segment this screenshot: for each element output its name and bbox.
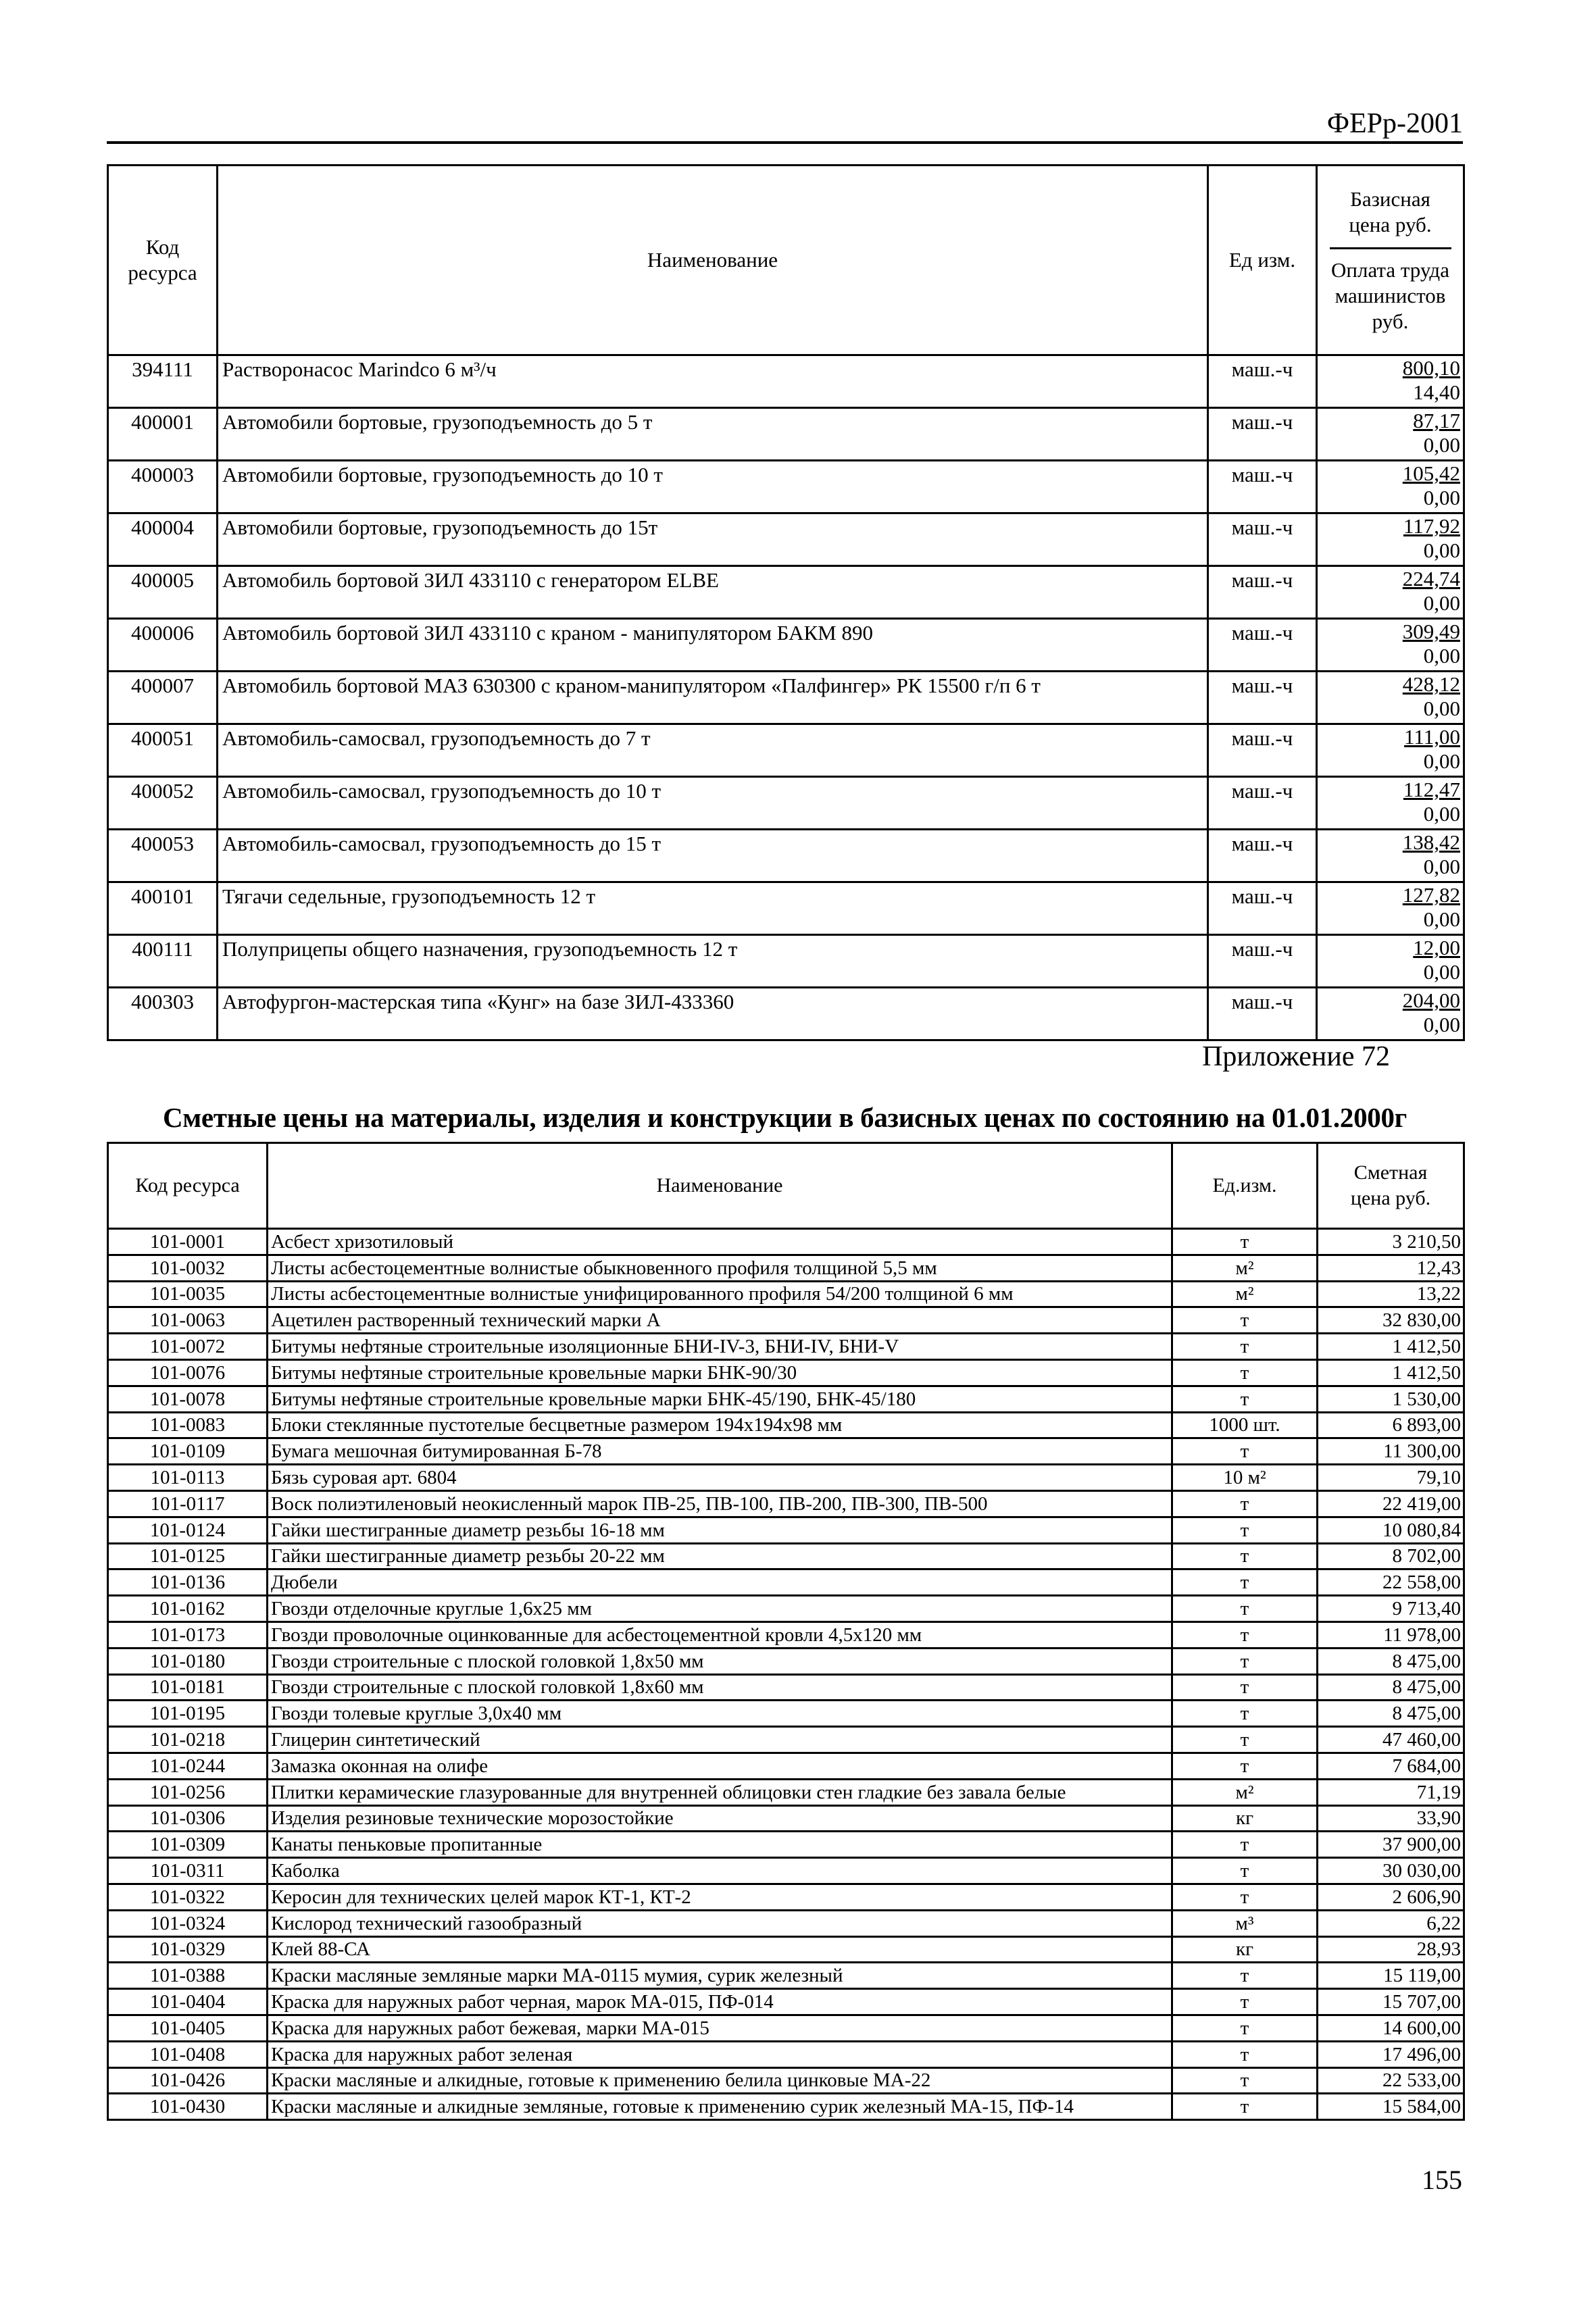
table-row [108,1307,1464,1334]
operator-wage: 0,00 [1423,433,1460,457]
unit: т [1172,2094,1318,2120]
unit: 10 м² [1172,1465,1318,1491]
resource-code: 400004 [108,513,218,566]
base-price: 428,12 [1402,672,1460,696]
unit: т [1172,1884,1318,1910]
table-row [108,988,1464,1040]
column-header-code: Код ресурса [108,166,218,355]
resource-name: Краски масляные и алкидные, готовые к применению белила цинковые МА-22 [268,2067,1172,2094]
resource-code: 101-0426 [108,2067,268,2094]
table-row [108,882,1464,935]
unit: т [1172,1517,1318,1543]
estimated-price: 10 080,84 [1318,1517,1464,1543]
resource-code: 101-0324 [108,1910,268,1936]
unit: т [1172,1569,1318,1596]
machines-table [107,164,1465,1041]
resource-code: 101-0244 [108,1753,268,1779]
resource-name: Автомобиль бортовой МАЗ 630300 с краном-манипулятором «Палфингер» РК 15500 г/п 6 т [218,672,1208,724]
resource-name: Плитки керамические глазурованные для внутренней облицовки стен гладкие без завала белые [268,1779,1172,1805]
resource-name: Тягачи седельные, грузоподъемность 12 т [218,882,1208,935]
price-cell [1317,830,1464,882]
table-row [108,1281,1464,1307]
unit: т [1172,1832,1318,1858]
table-row [108,566,1464,619]
estimated-price: 30 030,00 [1318,1858,1464,1884]
resource-name: Автомобили бортовые, грузоподъемность до 5 т [218,408,1208,461]
resource-code: 400052 [108,777,218,830]
table-row [108,1805,1464,1832]
column-header-name: Наименование [268,1143,1172,1229]
table-row [108,1543,1464,1569]
estimated-price: 14 600,00 [1318,2015,1464,2041]
resource-code: 101-0063 [108,1307,268,1334]
table-header-row [108,1143,1464,1229]
operator-wage: 0,00 [1423,907,1460,931]
estimated-price: 17 496,00 [1318,2041,1464,2067]
table-header-row [108,166,1464,355]
resource-name: Гвозди строительные с плоской головкой 1,8х60 мм [268,1674,1172,1701]
resource-code: 101-0405 [108,2015,268,2041]
resource-code: 101-0001 [108,1229,268,1255]
unit: маш.-ч [1208,882,1317,935]
resource-code: 101-0078 [108,1386,268,1412]
resource-code: 400003 [108,461,218,513]
unit: т [1172,1621,1318,1648]
unit: м² [1172,1281,1318,1307]
table-row [108,1674,1464,1701]
table-row [108,1727,1464,1753]
resource-name: Воск полиэтиленовый неокисленный марок ПВ-25, ПВ-100, ПВ-200, ПВ-300, ПВ-500 [268,1490,1172,1517]
operator-wage: 0,00 [1423,591,1460,615]
price-cell [1317,988,1464,1040]
estimated-price: 22 533,00 [1318,2067,1464,2094]
estimated-price: 2 606,90 [1318,1884,1464,1910]
base-price: 117,92 [1403,514,1460,538]
unit: маш.-ч [1208,672,1317,724]
operator-wage: 0,00 [1423,960,1460,984]
table-row [108,1229,1464,1255]
operator-wage: 0,00 [1423,486,1460,509]
base-price: 105,42 [1402,461,1460,485]
table-row [108,1753,1464,1779]
resource-code: 101-0083 [108,1412,268,1438]
operator-wage: 0,00 [1423,855,1460,878]
resource-name: Автомобили бортовые, грузоподъемность до 15т [218,513,1208,566]
resource-name: Бумага мешочная битумированная Б-78 [268,1438,1172,1465]
estimated-price: 8 475,00 [1318,1701,1464,1727]
resource-name: Полуприцепы общего назначения, грузоподъемность 12 т [218,935,1208,988]
estimated-price: 6 893,00 [1318,1412,1464,1438]
resource-code: 400007 [108,672,218,724]
estimated-price: 22 558,00 [1318,1569,1464,1596]
table-row [108,1884,1464,1910]
base-price: 112,47 [1403,778,1460,801]
resource-name: Автомобиль-самосвал, грузоподъемность до 7 т [218,724,1208,777]
document-code: ФЕРр-2001 [1326,108,1463,139]
resource-name: Каболка [268,1858,1172,1884]
estimated-price: 1 412,50 [1318,1359,1464,1386]
estimated-price: 32 830,00 [1318,1307,1464,1334]
estimated-price: 22 419,00 [1318,1490,1464,1517]
resource-name: Канаты пеньковые пропитанные [268,1832,1172,1858]
resource-name: Керосин для технических целей марок КТ-1, КТ-2 [268,1884,1172,1910]
table-row [108,935,1464,988]
table-row [108,1621,1464,1648]
unit: т [1172,1543,1318,1569]
unit: т [1172,2041,1318,2067]
resource-code: 400101 [108,882,218,935]
operator-wage: 0,00 [1423,749,1460,773]
base-price: 111,00 [1404,725,1460,749]
unit: маш.-ч [1208,566,1317,619]
unit: т [1172,1674,1318,1701]
table-row [108,1359,1464,1386]
unit: т [1172,1858,1318,1884]
base-price: 224,74 [1402,567,1460,590]
resource-name: Автомобили бортовые, грузоподъемность до 10 т [218,461,1208,513]
resource-code: 400005 [108,566,218,619]
resource-name: Краска для наружных работ бежевая, марки МА-015 [268,2015,1172,2041]
base-price: 12,00 [1413,936,1460,959]
estimated-price: 3 210,50 [1318,1229,1464,1255]
unit: т [1172,2015,1318,2041]
column-header-price [1317,166,1464,355]
estimated-price: 8 475,00 [1318,1674,1464,1701]
unit: м² [1172,1255,1318,1281]
operator-wage: 0,00 [1423,697,1460,720]
resource-code: 101-0124 [108,1517,268,1543]
table-row [108,2067,1464,2094]
appendix-label: Приложение 72 [1202,1041,1390,1072]
column-header-unit: Ед.изм. [1172,1143,1318,1229]
price-cell [1317,355,1464,408]
resource-code: 101-0072 [108,1334,268,1360]
section-title: Сметные цены на материалы, изделия и конструкции в базисных ценах по состоянию на 01.01.2000г [163,1102,1407,1133]
table-row [108,2094,1464,2120]
table-row [108,1334,1464,1360]
resource-code: 101-0195 [108,1701,268,1727]
table-row [108,1963,1464,1989]
estimated-price: 8 475,00 [1318,1648,1464,1674]
resource-name: Гвозди проволочные оцинкованные для асбестоцементной кровли 4,5х120 мм [268,1621,1172,1648]
header-divider [1330,247,1451,249]
price-cell [1317,566,1464,619]
table-row [108,2041,1464,2067]
unit: т [1172,1596,1318,1622]
table-row [108,1438,1464,1465]
price-cell [1317,461,1464,513]
unit: маш.-ч [1208,724,1317,777]
resource-name: Краски масляные земляные марки МА-0115 мумия, сурик железный [268,1963,1172,1989]
table-row [108,1936,1464,1963]
price-cell [1317,724,1464,777]
estimated-price: 15 707,00 [1318,1989,1464,2015]
estimated-price: 15 584,00 [1318,2094,1464,2120]
resource-code: 101-0309 [108,1832,268,1858]
table-row [108,1910,1464,1936]
resource-code: 101-0322 [108,1884,268,1910]
unit: т [1172,1359,1318,1386]
resource-name: Автомобиль-самосвал, грузоподъемность до 15 т [218,830,1208,882]
resource-code: 400303 [108,988,218,1040]
estimated-price: 6,22 [1318,1910,1464,1936]
resource-code: 101-0125 [108,1543,268,1569]
resource-code: 101-0117 [108,1490,268,1517]
unit: маш.-ч [1208,830,1317,882]
resource-name: Битумы нефтяные строительные кровельные марки БНК-45/190, БНК-45/180 [268,1386,1172,1412]
resource-code: 101-0181 [108,1674,268,1701]
operator-wage: 0,00 [1423,644,1460,668]
resource-name: Гвозди строительные с плоской головкой 1,8х50 мм [268,1648,1172,1674]
unit: т [1172,1989,1318,2015]
price-cell [1317,619,1464,672]
unit: кг [1172,1936,1318,1963]
unit: т [1172,1490,1318,1517]
resource-code: 101-0306 [108,1805,268,1832]
unit: т [1172,1648,1318,1674]
table-row [108,1858,1464,1884]
resource-code: 400111 [108,935,218,988]
table-row [108,1832,1464,1858]
table-row [108,1412,1464,1438]
resource-name: Замазка оконная на олифе [268,1753,1172,1779]
resource-code: 400051 [108,724,218,777]
unit: т [1172,1334,1318,1360]
estimated-price: 1 412,50 [1318,1334,1464,1360]
estimated-price: 37 900,00 [1318,1832,1464,1858]
price-cell [1317,777,1464,830]
table-row [108,830,1464,882]
resource-name: Дюбели [268,1569,1172,1596]
header-rule [107,141,1463,144]
unit: маш.-ч [1208,777,1317,830]
unit: маш.-ч [1208,461,1317,513]
price-header-top: Базисная цена руб. [1349,186,1432,236]
table-row [108,1465,1464,1491]
resource-name: Изделия резиновые технические морозостойкие [268,1805,1172,1832]
table-row [108,1596,1464,1622]
resource-code: 101-0076 [108,1359,268,1386]
unit: м³ [1172,1910,1318,1936]
resource-name: Блоки стеклянные пустотелые бесцветные размером 194х194х98 мм [268,1412,1172,1438]
estimated-price: 12,43 [1318,1255,1464,1281]
estimated-price: 7 684,00 [1318,1753,1464,1779]
price-header-bottom: Оплата труда машинистов руб. [1331,257,1449,333]
unit: т [1172,1386,1318,1412]
unit: кг [1172,1805,1318,1832]
resource-name: Битумы нефтяные строительные кровельные марки БНК-90/30 [268,1359,1172,1386]
resource-name: Кислород технический газообразный [268,1910,1172,1936]
estimated-price: 33,90 [1318,1805,1464,1832]
estimated-price: 8 702,00 [1318,1543,1464,1569]
table-row [108,1701,1464,1727]
table-row [108,1779,1464,1805]
resource-code: 101-0109 [108,1438,268,1465]
base-price: 800,10 [1402,356,1460,380]
table-row [108,1648,1464,1674]
operator-wage: 0,00 [1423,802,1460,826]
price-cell [1317,882,1464,935]
operator-wage: 14,40 [1413,380,1460,404]
resource-name: Гвозди отделочные круглые 1,6х25 мм [268,1596,1172,1622]
resource-code: 101-0173 [108,1621,268,1648]
table-row [108,1517,1464,1543]
operator-wage: 0,00 [1423,538,1460,562]
resource-code: 101-0430 [108,2094,268,2120]
resource-name: Краски масляные и алкидные земляные, готовые к применению сурик железный МА-15, ПФ-14 [268,2094,1172,2120]
unit: маш.-ч [1208,408,1317,461]
base-price: 138,42 [1402,830,1460,854]
resource-name: Автомобиль бортовой ЗИЛ 433110 с краном - манипулятором БАКМ 890 [218,619,1208,672]
unit: т [1172,1307,1318,1334]
table-row [108,1386,1464,1412]
unit: м² [1172,1779,1318,1805]
resource-code: 101-0311 [108,1858,268,1884]
resource-name: Асбест хризотиловый [268,1229,1172,1255]
table-row [108,1255,1464,1281]
unit: т [1172,1229,1318,1255]
resource-name: Гайки шестигранные диаметр резьбы 20-22 мм [268,1543,1172,1569]
resource-name: Ацетилен растворенный технический марки А [268,1307,1172,1334]
table-row [108,1569,1464,1596]
resource-code: 101-0408 [108,2041,268,2067]
unit: т [1172,1753,1318,1779]
resource-name: Краска для наружных работ зеленая [268,2041,1172,2067]
base-price: 127,82 [1402,883,1460,907]
column-header-code: Код ресурса [108,1143,268,1229]
table-row [108,1989,1464,2015]
resource-name: Автомобиль-самосвал, грузоподъемность до 10 т [218,777,1208,830]
unit: маш.-ч [1208,619,1317,672]
estimated-price: 11 978,00 [1318,1621,1464,1648]
resource-code: 101-0035 [108,1281,268,1307]
table-row [108,619,1464,672]
table-row [108,672,1464,724]
estimated-price: 79,10 [1318,1465,1464,1491]
estimated-price: 9 713,40 [1318,1596,1464,1622]
resource-name: Листы асбестоцементные волнистые обыкновенного профиля толщиной 5,5 мм [268,1255,1172,1281]
table-row [108,724,1464,777]
resource-code: 400001 [108,408,218,461]
resource-name: Автомобиль бортовой ЗИЛ 433110 с генератором ELBE [218,566,1208,619]
unit: 1000 шт. [1172,1412,1318,1438]
unit: маш.-ч [1208,935,1317,988]
price-cell [1317,672,1464,724]
column-header-name: Наименование [218,166,1208,355]
table-row [108,461,1464,513]
resource-name: Гвозди толевые круглые 3,0х40 мм [268,1701,1172,1727]
resource-name: Бязь суровая арт. 6804 [268,1465,1172,1491]
resource-code: 400053 [108,830,218,882]
estimated-price: 47 460,00 [1318,1727,1464,1753]
price-cell [1317,408,1464,461]
unit: маш.-ч [1208,355,1317,408]
resource-name: Краска для наружных работ черная, марок МА-015, ПФ-014 [268,1989,1172,2015]
resource-name: Автофургон-мастерская типа «Кунг» на базе ЗИЛ-433360 [218,988,1208,1040]
resource-code: 101-0136 [108,1569,268,1596]
unit: т [1172,1438,1318,1465]
unit: маш.-ч [1208,988,1317,1040]
column-header-price: Сметная цена руб. [1318,1143,1464,1229]
page-number: 155 [1422,2165,1462,2195]
base-price: 309,49 [1402,620,1460,643]
unit: маш.-ч [1208,513,1317,566]
unit: т [1172,1963,1318,1989]
unit: т [1172,1727,1318,1753]
resource-code: 101-0032 [108,1255,268,1281]
resource-name: Растворонасос Marindco 6 м³/ч [218,355,1208,408]
column-header-unit: Ед изм. [1208,166,1317,355]
estimated-price: 15 119,00 [1318,1963,1464,1989]
estimated-price: 11 300,00 [1318,1438,1464,1465]
resource-code: 400006 [108,619,218,672]
table-row [108,777,1464,830]
estimated-price: 1 530,00 [1318,1386,1464,1412]
resource-code: 101-0404 [108,1989,268,2015]
resource-name: Клей 88-СА [268,1936,1172,1963]
resource-code: 394111 [108,355,218,408]
table-row [108,2015,1464,2041]
resource-code: 101-0162 [108,1596,268,1622]
table-row [108,355,1464,408]
base-price: 87,17 [1413,409,1460,432]
resource-code: 101-0113 [108,1465,268,1491]
resource-code: 101-0256 [108,1779,268,1805]
table-row [108,1490,1464,1517]
materials-table [107,1142,1465,2121]
estimated-price: 13,22 [1318,1281,1464,1307]
resource-name: Глицерин синтетический [268,1727,1172,1753]
price-cell [1317,935,1464,988]
price-cell [1317,513,1464,566]
resource-name: Гайки шестигранные диаметр резьбы 16-18 мм [268,1517,1172,1543]
operator-wage: 0,00 [1423,1013,1460,1036]
resource-code: 101-0388 [108,1963,268,1989]
resource-code: 101-0218 [108,1727,268,1753]
table-row [108,408,1464,461]
resource-name: Листы асбестоцементные волнистые унифицированного профиля 54/200 толщиной 6 мм [268,1281,1172,1307]
unit: т [1172,2067,1318,2094]
resource-code: 101-0329 [108,1936,268,1963]
unit: т [1172,1701,1318,1727]
estimated-price: 71,19 [1318,1779,1464,1805]
resource-code: 101-0180 [108,1648,268,1674]
base-price: 204,00 [1402,988,1460,1012]
estimated-price: 28,93 [1318,1936,1464,1963]
resource-name: Битумы нефтяные строительные изоляционные БНИ-IV-3, БНИ-IV, БНИ-V [268,1334,1172,1360]
table-row [108,513,1464,566]
